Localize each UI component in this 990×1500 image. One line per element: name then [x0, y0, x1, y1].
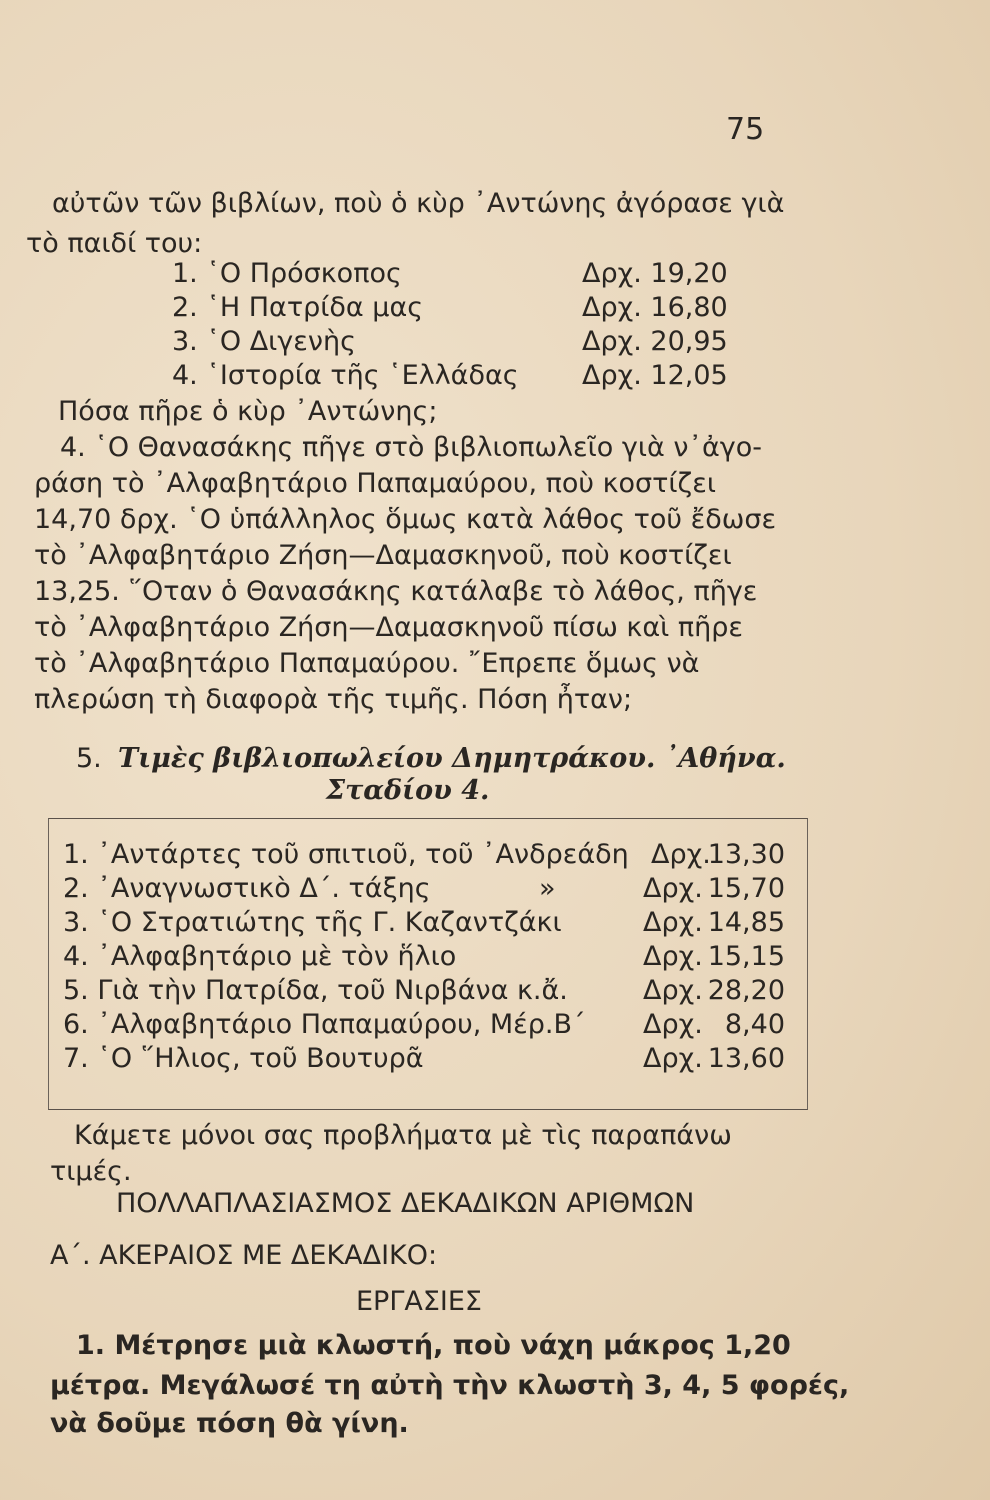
price-table [48, 818, 808, 1110]
price-value: 13,30 [707, 839, 785, 870]
item-number: 2. [172, 292, 198, 323]
item-title: ῾Η Πατρίδα μας [206, 292, 424, 323]
subchapter-title: Α΄. ΑΚΕΡΑΙΟΣ ΜΕ ΔΕΚΑΔΙΚΟ: [50, 1240, 438, 1271]
item-title: ῾Ο Διγενὴς [206, 326, 356, 357]
exercise-line: 1. Μέτρησε μιὰ κλωστή, ποὺ νάχη μάκρος 1,20 [76, 1330, 791, 1361]
currency: Δρχ. [643, 1043, 703, 1074]
currency: Δρχ. [582, 292, 642, 323]
row-title: 4. ᾿Αλφαβητάριο μὲ τὸν ἥλιο [63, 941, 457, 972]
item-price [582, 326, 728, 357]
instruction-line-1: Κάμετε μόνοι σας προβλήματα μὲ τὶς παραπάνω [74, 1120, 732, 1151]
price-value: 28,20 [707, 975, 785, 1006]
problem-line: τὸ ᾿Αλφαβητάριο Ζήση—Δαμασκηνοῦ, ποὺ κοστίζει [34, 540, 732, 571]
row-title: 2. ᾿Αναγνωστικὸ Δ΄. τάξης [63, 873, 431, 904]
item-number: 3. [172, 326, 198, 357]
problem-line: πλερώση τὴ διαφορὰ τῆς τιμῆς. Πόση ἦταν; [34, 684, 633, 715]
item-number: 4. [172, 360, 198, 391]
currency: Δρχ. [643, 907, 703, 938]
list-item [172, 258, 402, 289]
row-title: 6. ᾿Αλφαβητάριο Παπαμαύρου, Μέρ.Β΄ [63, 1009, 586, 1040]
list-item [172, 326, 356, 357]
item-title: ῾Ιστορία τῆς ῾Ελλάδας [206, 360, 519, 391]
exercise-line: νὰ δοῦμε πόση θὰ γίνη. [50, 1408, 409, 1439]
section-5-subtitle: Σταδίου 4. [326, 775, 490, 806]
chapter-title: ΠΟΛΛΑΠΛΑΣΙΑΣΜΟΣ ΔΕΚΑΔΙΚΩΝ ΑΡΙΘΜΩΝ [116, 1188, 695, 1219]
problem-line: τὸ ᾿Αλφαβητάριο Παπαμαύρου. ῎Επρεπε ὅμως νὰ [34, 648, 700, 679]
item-price [582, 292, 728, 323]
list-item [172, 360, 519, 391]
price-value: 15,15 [707, 941, 785, 972]
intro-line-2: τὸ παιδί του: [26, 228, 203, 259]
currency: Δρχ. [582, 360, 642, 391]
price-value: 15,70 [707, 873, 785, 904]
price-value: 16,80 [650, 292, 728, 323]
problem-line: 13,25. ῞Οταν ὁ Θανασάκης κατάλαβε τὸ λάθος, πῆγε [34, 576, 758, 607]
price-value: 12,05 [650, 360, 728, 391]
row-title: 7. ῾Ο ῞Ηλιος, τοῦ Βουτυρᾶ [63, 1043, 424, 1074]
section-5-number: 5. [76, 743, 102, 774]
intro-line-1: αὐτῶν τῶν βιβλίων, ποὺ ὁ κὺρ ᾿Αντώνης ἀγόρασε γιὰ [52, 188, 785, 219]
row-title: 5. Γιὰ τὴν Πατρίδα, τοῦ Νιρβάνα κ.ἄ. [63, 975, 568, 1006]
price-value: 13,60 [707, 1043, 785, 1074]
currency: Δρχ. [643, 941, 703, 972]
price-value: 8,40 [724, 1009, 785, 1040]
question-3: Πόσα πῆρε ὁ κὺρ ᾿Αντώνης; [58, 396, 438, 427]
instruction-line-2: τιμές. [50, 1156, 132, 1187]
price-value: 19,20 [650, 258, 728, 289]
item-number: 1. [172, 258, 198, 289]
currency: Δρχ. [582, 258, 642, 289]
currency: Δρχ. [651, 839, 711, 870]
currency: Δρχ. [643, 873, 703, 904]
item-title: ῾Ο Πρόσκοπος [206, 258, 402, 289]
page-number: 75 [726, 112, 765, 147]
ditto-mark: » [539, 873, 556, 904]
currency: Δρχ. [643, 975, 703, 1006]
item-price [582, 360, 728, 391]
problem-line: 4. ῾Ο Θανασάκης πῆγε στὸ βιβλιοπωλεῖο γιὰ ν᾿ἀγο- [60, 432, 762, 463]
problem-line: 14,70 δρχ. ῾Ο ὑπάλληλος ὅμως κατὰ λάθος τοῦ ἔδωσε [34, 504, 777, 535]
row-title: 1. ᾿Αντάρτες τοῦ σπιτιοῦ, τοῦ ᾿Ανδρεάδη [63, 839, 629, 870]
list-item [172, 292, 423, 323]
exercise-line: μέτρα. Μεγάλωσέ τη αὐτὴ τὴν κλωστὴ 3, 4, 5 φορές, [50, 1370, 850, 1401]
price-value: 20,95 [650, 326, 728, 357]
row-title: 3. ῾Ο Στρατιώτης τῆς Γ. Καζαντζάκι [63, 907, 562, 938]
section-5-title: Τιμὲς βιβλιοπωλείου Δημητράκου. ᾿Αθήνα. [118, 743, 786, 774]
currency: Δρχ. [643, 1009, 703, 1040]
problem-line: ράση τὸ ᾿Αλφαβητάριο Παπαμαύρου, ποὺ κοστίζει [34, 468, 716, 499]
currency: Δρχ. [582, 326, 642, 357]
item-price [582, 258, 728, 289]
problem-line: τὸ ᾿Αλφαβητάριο Ζήση—Δαμασκηνοῦ πίσω καὶ πῆρε [34, 612, 743, 643]
price-value: 14,85 [707, 907, 785, 938]
exercises-heading: ΕΡΓΑΣΙΕΣ [356, 1286, 482, 1317]
